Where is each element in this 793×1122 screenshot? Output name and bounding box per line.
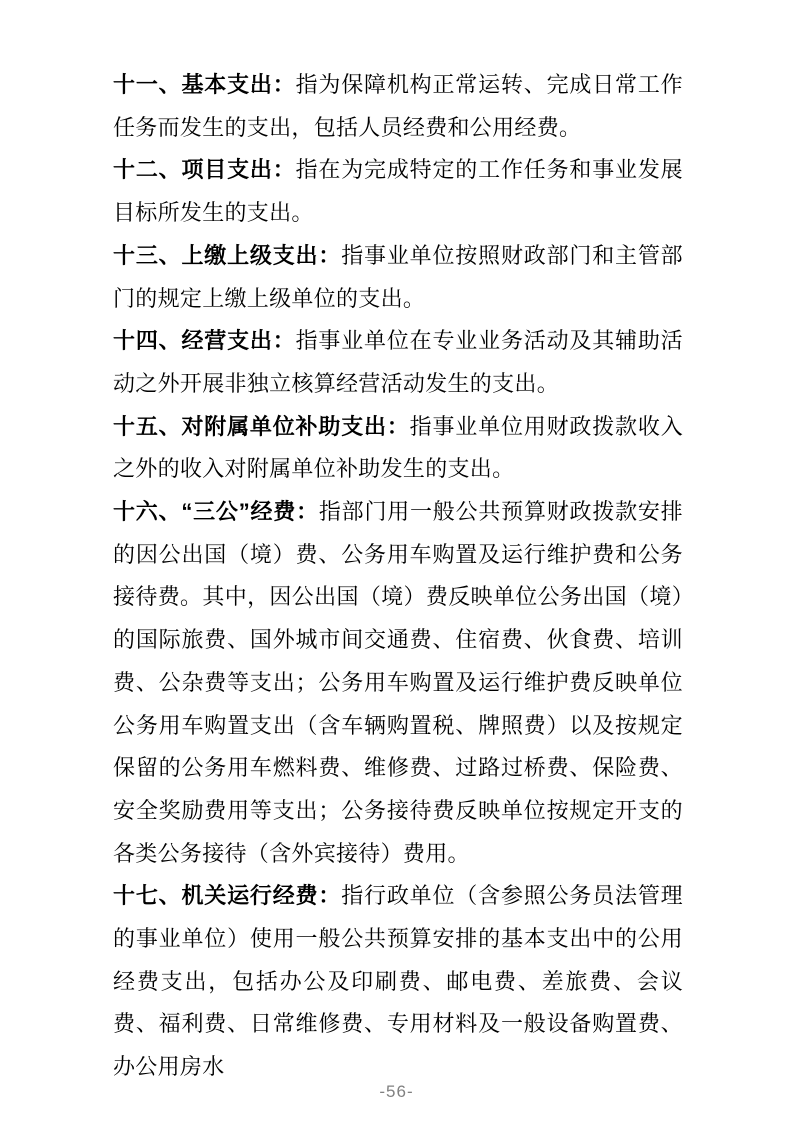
definition-text: 指在为完成特定的工作任务和事业发展目标所发生的支出。 bbox=[113, 157, 683, 226]
definition-text: 指为保障机构正常运转、完成日常工作任务而发生的支出，包括人员经费和公用经费。 bbox=[113, 72, 683, 140]
page-number: -56- bbox=[379, 1082, 414, 1101]
term-label: 十三、上缴上级支出： bbox=[113, 242, 342, 268]
definition-paragraph-11 bbox=[113, 64, 683, 149]
term-label: 十二、项目支出： bbox=[113, 157, 296, 183]
term-label: 十七、机关运行经费： bbox=[113, 883, 342, 909]
term-label: 十五、对附属单位补助支出： bbox=[113, 413, 410, 439]
term-label: 十一、基本支出： bbox=[113, 72, 296, 97]
definition-paragraph-14 bbox=[113, 320, 683, 405]
definition-text: 指事业单位在专业业务活动及其辅助活动之外开展非独立核算经营活动发生的支出。 bbox=[113, 328, 683, 396]
definition-text: 指事业单位用财政拨款收入之外的收入对附属单位补助发生的支出。 bbox=[113, 413, 683, 482]
document-body bbox=[113, 64, 683, 1089]
term-label: 十六、“三公”经费： bbox=[113, 499, 319, 525]
definition-paragraph-15 bbox=[113, 406, 683, 491]
definition-text: 指事业单位按照财政部门和主管部门的规定上缴上级单位的支出。 bbox=[113, 242, 683, 311]
definition-paragraph-17 bbox=[113, 875, 683, 1089]
definition-text: 指行政单位（含参照公务员法管理的事业单位）使用一般公共预算安排的基本支出中的公用经费支出，包括办公及印刷费、邮电费、差旅费、会议费、福利费、日常维修费、专用材料及一般设备购置费、办公用房水 bbox=[113, 883, 683, 1080]
definition-paragraph-13 bbox=[113, 235, 683, 320]
definition-paragraph-16 bbox=[113, 491, 683, 875]
definition-paragraph-12 bbox=[113, 149, 683, 234]
term-label: 十四、经营支出： bbox=[113, 328, 296, 354]
definition-text: 指部门用一般公共预算财政拨款安排的因公出国（境）费、公务用车购置及运行维护费和公务接待费。其中，因公出国（境）费反映单位公务出国（境）的国际旅费、国外城市间交通费、住宿费、伙食费、培训费、公杂费等支出；公务用车购置及运行维护费反映单位公务用车购置支出（含车辆购置税、牌照费）以及按规定保留的公务用车燃料费、维修费、过路过桥费、保险费、安全奖励费用等支出；公务接待费反映单位按规定开支的各类公务接待（含外宾接待）费用。 bbox=[113, 499, 683, 866]
